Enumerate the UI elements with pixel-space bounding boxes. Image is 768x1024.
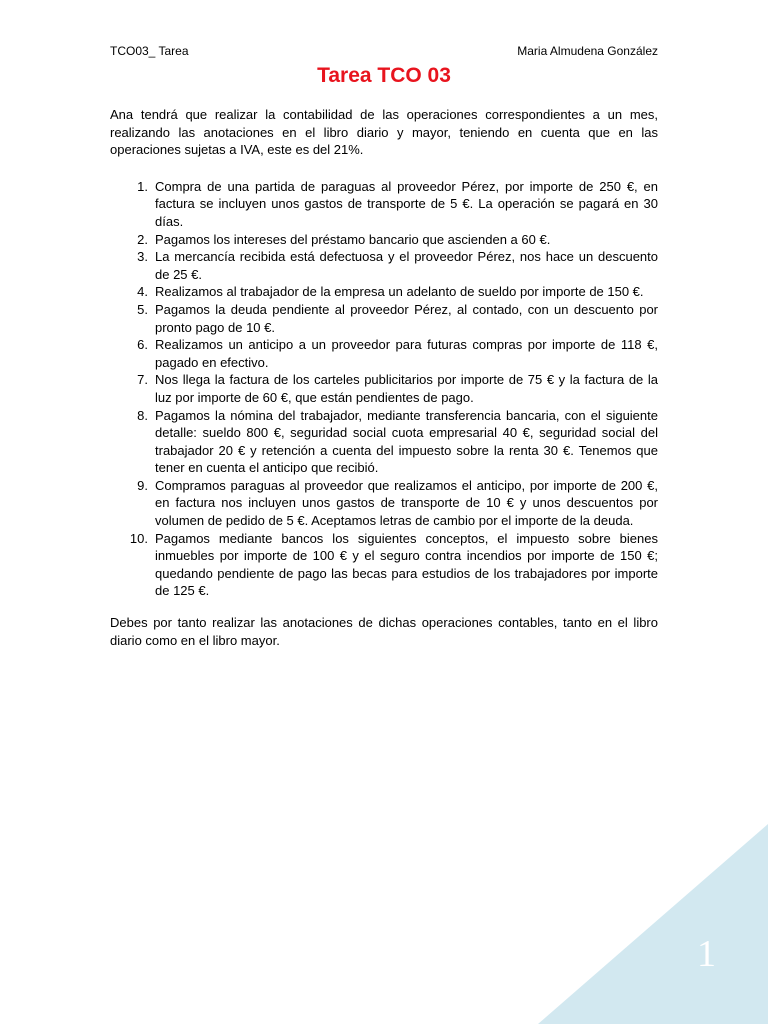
header-right: Maria Almudena González bbox=[517, 44, 658, 58]
list-item-number: 6. bbox=[137, 337, 148, 353]
intro-paragraph: Ana tendrá que realizar la contabilidad de las operaciones correspondientes a un mes, realizando las anotaciones en el libro diario y mayor, teniendo en cuenta que en las operaciones sujetas a IVA, este es del 21%. bbox=[110, 107, 658, 158]
corner-decoration bbox=[538, 824, 768, 1024]
corner-triangle bbox=[538, 824, 768, 1024]
closing-paragraph: Debes por tanto realizar las anotaciones de dichas operaciones contables, tanto en el libro diario como en el libro mayor. bbox=[110, 615, 658, 648]
page-number: 1 bbox=[697, 933, 716, 975]
list-item-number: 7. bbox=[137, 372, 148, 388]
list-item-number: 8. bbox=[137, 407, 148, 423]
document-body bbox=[110, 106, 658, 649]
list-item-text: Pagamos la deuda pendiente al proveedor Pérez, al contado, con un descuento por pronto pago de 10 €. bbox=[155, 301, 658, 335]
operations-list bbox=[110, 178, 658, 600]
header-left: TCO03_ Tarea bbox=[110, 44, 189, 58]
list-item-text: Realizamos al trabajador de la empresa un adelanto de sueldo por importe de 150 €. bbox=[155, 284, 644, 300]
list-item-text: Nos llega la factura de los carteles publicitarios por importe de 75 € y la factura de la luz por importe de 60 €, que están pendientes de pago. bbox=[155, 372, 658, 405]
list-item bbox=[110, 530, 658, 600]
list-item bbox=[110, 178, 658, 231]
list-item bbox=[110, 371, 658, 406]
list-item bbox=[110, 248, 658, 283]
list-item-text: Compra de una partida de paraguas al proveedor Pérez, por importe de 250 €, en factura se incluyen unos gastos de transporte de 5 €. La operación se pagará en 30 días. bbox=[155, 178, 658, 229]
list-item bbox=[110, 231, 658, 249]
list-item-number: 5. bbox=[137, 301, 148, 317]
list-item-text: Realizamos un anticipo a un proveedor para futuras compras por importe de 118 €, pagado en efectivo. bbox=[155, 337, 658, 370]
list-item-number: 1. bbox=[137, 178, 148, 194]
list-item-text: Pagamos mediante bancos los siguientes conceptos, el impuesto sobre bienes inmuebles por importe de 100 € y el seguro contra incendios por importe de 150 €; quedando pendiente de pago las becas para estudios de los trabajadores por importe de 125 €. bbox=[155, 530, 658, 599]
list-item-number: 10. bbox=[129, 530, 148, 546]
list-item-number: 2. bbox=[137, 231, 148, 247]
list-item-text: La mercancía recibida está defectuosa y el proveedor Pérez, nos hace un descuento de 25 €. bbox=[155, 249, 658, 282]
list-item bbox=[110, 477, 658, 530]
list-item bbox=[110, 283, 658, 301]
list-item-number: 4. bbox=[137, 284, 148, 300]
list-item bbox=[110, 407, 658, 477]
list-item-text: Compramos paraguas al proveedor que realizamos el anticipo, por importe de 200 €, en factura nos incluyen unos gastos de transporte de 10 € y unos descuentos por volumen de pedido de 5 €. Aceptamos letras de cambio por el importe de la deuda. bbox=[155, 477, 658, 529]
list-item-text: Pagamos los intereses del préstamo bancario que ascienden a 60 €. bbox=[155, 231, 551, 247]
list-item-number: 3. bbox=[137, 249, 148, 265]
list-item-number: 9. bbox=[137, 477, 148, 493]
list-item-text: Pagamos la nómina del trabajador, mediante transferencia bancaria, con el siguiente detalle: sueldo 800 €, seguridad social cuota empresarial 40 €, seguridad social del trabajador 20 € y retención a cuenta del impuesto sobre la renta 30 €. Tenemos que tener en cuenta el anticipo que recibió. bbox=[155, 407, 658, 476]
list-item bbox=[110, 301, 658, 336]
list-item bbox=[110, 336, 658, 371]
page-title: Tarea TCO 03 bbox=[317, 64, 451, 87]
